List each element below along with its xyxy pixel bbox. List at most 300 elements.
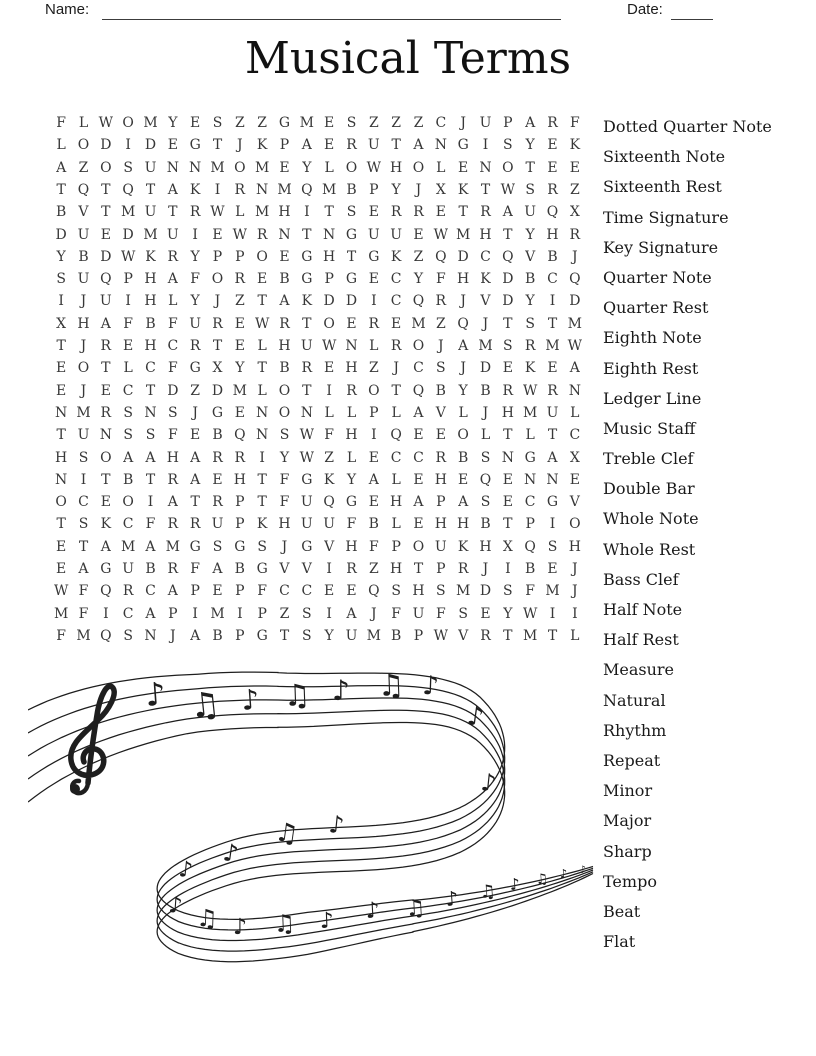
grid-letter: E	[234, 338, 245, 355]
grid-letter: U	[412, 605, 425, 622]
grid-letter: N	[166, 159, 179, 176]
grid-letter: W	[254, 315, 270, 332]
grid-letter: T	[324, 204, 334, 221]
grid-letter: L	[324, 159, 334, 176]
grid-letter: T	[257, 494, 267, 511]
grid-letter: A	[569, 360, 580, 377]
grid-letter: G	[211, 404, 224, 421]
grid-letter: S	[346, 115, 357, 132]
grid-letter: D	[122, 226, 134, 243]
grid-letter: U	[122, 560, 135, 577]
grid-letter: Z	[279, 605, 290, 622]
grid-letter: Q	[390, 427, 402, 444]
grid-letter: F	[279, 471, 290, 488]
grid-letter: C	[122, 605, 134, 622]
grid-letter: I	[482, 137, 489, 154]
grid-letter: Z	[391, 115, 402, 132]
grid-letter: G	[546, 494, 559, 511]
grid-letter: G	[301, 271, 313, 288]
grid-letter: K	[457, 182, 469, 198]
grid-letter: C	[78, 494, 89, 511]
grid-letter: Y	[302, 159, 312, 176]
grid-letter: Q	[546, 204, 559, 221]
word-list-item: Whole Rest	[603, 539, 696, 559]
grid-letter: A	[123, 449, 134, 466]
grid-letter: U	[546, 404, 559, 421]
grid-letter: E	[413, 427, 424, 444]
grid-letter: B	[145, 560, 156, 577]
grid-letter: E	[413, 471, 424, 488]
music-note-icon: ♫	[478, 880, 497, 903]
grid-letter: J	[438, 338, 444, 355]
grid-letter: M	[210, 605, 225, 622]
music-note-icon: ♪	[421, 671, 440, 702]
grid-letter: Q	[100, 583, 112, 600]
grid-letter: D	[100, 137, 112, 154]
grid-letter: T	[503, 427, 513, 444]
grid-letter: U	[166, 226, 179, 243]
grid-letter: N	[501, 449, 514, 466]
grid-letter: S	[503, 338, 513, 355]
grid-letter: Y	[56, 248, 66, 265]
grid-letter: J	[482, 404, 489, 421]
grid-letter: C	[435, 115, 447, 132]
grid-letter: V	[458, 627, 469, 644]
music-note-icon: ♪	[143, 674, 167, 714]
grid-letter: F	[56, 627, 67, 644]
grid-letter: T	[525, 159, 535, 176]
grid-letter: J	[460, 360, 466, 377]
word-list-item: Measure	[603, 660, 675, 680]
grid-letter: P	[168, 605, 178, 622]
grid-letter: R	[279, 315, 290, 332]
grid-letter: X	[569, 449, 580, 466]
grid-letter: A	[167, 182, 178, 198]
word-list-item: Quarter Rest	[603, 298, 709, 318]
grid-letter: I	[103, 605, 109, 622]
grid-letter: R	[547, 182, 558, 198]
grid-letter: Y	[346, 471, 357, 488]
music-note-icon: ♫	[187, 683, 223, 727]
grid-letter: H	[345, 538, 358, 555]
grid-letter: C	[167, 338, 179, 355]
grid-letter: N	[278, 226, 291, 243]
grid-letter: Q	[77, 182, 90, 198]
grid-letter: N	[479, 159, 492, 176]
grid-letter: A	[78, 560, 89, 577]
grid-letter: P	[235, 627, 245, 644]
grid-letter: J	[460, 293, 466, 310]
grid-letter: F	[391, 605, 402, 622]
grid-letter: R	[167, 471, 179, 488]
grid-letter: K	[145, 248, 156, 265]
music-note-icon: ♪	[177, 857, 194, 884]
grid-letter: N	[256, 404, 269, 421]
grid-letter: E	[368, 271, 379, 288]
grid-letter: E	[324, 360, 335, 377]
grid-letter: J	[572, 560, 578, 577]
music-note-icon: ♫	[273, 817, 301, 851]
grid-letter: R	[480, 204, 491, 221]
grid-letter: A	[368, 471, 379, 488]
music-note-icon: ♪	[444, 886, 460, 911]
grid-letter: N	[144, 404, 157, 421]
grid-letter: Q	[100, 627, 112, 644]
grid-letter: B	[123, 471, 134, 488]
grid-letter: V	[78, 204, 89, 221]
music-note-icon: ♫	[377, 668, 406, 704]
music-note-icon: ♪	[479, 768, 498, 798]
grid-letter: E	[458, 159, 469, 176]
grid-letter: E	[435, 204, 446, 221]
grid-letter: L	[78, 115, 89, 132]
grid-letter: G	[256, 627, 268, 644]
grid-letter: F	[525, 583, 536, 600]
grid-letter: Y	[525, 226, 535, 243]
grid-letter: C	[524, 494, 536, 511]
grid-letter: W	[210, 204, 225, 221]
grid-letter: Q	[100, 271, 112, 288]
grid-letter: I	[549, 293, 556, 310]
grid-letter: W	[366, 159, 382, 176]
grid-letter: A	[190, 471, 201, 488]
grid-letter: E	[502, 471, 513, 488]
grid-letter: E	[502, 494, 513, 511]
grid-letter: U	[524, 204, 537, 221]
music-note-icon: ♪	[233, 915, 248, 940]
grid-letter: C	[301, 583, 313, 600]
grid-letter: A	[413, 137, 424, 154]
grid-letter: S	[145, 427, 156, 444]
grid-letter: G	[100, 560, 112, 577]
music-note-icon: ♪	[167, 893, 184, 919]
grid-letter: B	[480, 382, 491, 399]
grid-letter: O	[368, 382, 380, 399]
grid-letter: Q	[368, 583, 380, 600]
grid-letter: N	[144, 627, 157, 644]
grid-letter: S	[503, 137, 513, 154]
grid-letter: H	[278, 516, 291, 533]
grid-letter: W	[53, 583, 69, 600]
grid-letter: I	[326, 382, 332, 399]
grid-letter: R	[100, 338, 112, 355]
grid-letter: C	[413, 449, 424, 466]
grid-letter: C	[390, 293, 402, 310]
grid-letter: E	[190, 427, 201, 444]
grid-letter: R	[301, 360, 313, 377]
grid-letter: G	[189, 137, 201, 154]
grid-letter: A	[190, 627, 201, 644]
grid-letter: U	[77, 226, 90, 243]
grid-letter: B	[145, 315, 156, 332]
word-list-item: Dotted Quarter Note	[603, 117, 772, 136]
grid-letter: E	[324, 583, 335, 600]
grid-letter: H	[434, 471, 447, 488]
grid-letter: L	[257, 382, 267, 399]
grid-letter: S	[212, 538, 223, 555]
grid-letter: T	[56, 516, 66, 533]
grid-letter: E	[569, 159, 580, 176]
grid-letter: F	[167, 427, 178, 444]
grid-letter: L	[369, 338, 379, 355]
grid-letter: C	[390, 271, 402, 288]
grid-letter: G	[345, 494, 358, 511]
grid-letter: R	[368, 315, 380, 332]
grid-letter: Q	[479, 471, 492, 488]
grid-letter: S	[257, 538, 267, 555]
grid-letter: S	[525, 182, 535, 198]
grid-letter: Q	[301, 182, 313, 198]
grid-letter: A	[167, 494, 178, 511]
grid-letter: M	[366, 627, 381, 644]
grid-letter: Z	[234, 293, 245, 310]
grid-letter: W	[120, 248, 136, 265]
grid-letter: Q	[122, 182, 134, 198]
grid-letter: I	[259, 449, 265, 466]
grid-letter: E	[480, 605, 491, 622]
grid-letter: B	[547, 248, 558, 265]
word-list-item: Treble Clef	[603, 449, 694, 469]
word-list-item: Minor	[603, 781, 653, 801]
grid-letter: A	[100, 538, 111, 555]
grid-letter: S	[168, 404, 178, 421]
grid-letter: E	[547, 137, 558, 154]
grid-letter: A	[458, 338, 469, 355]
grid-letter: I	[326, 560, 332, 577]
grid-letter: Z	[435, 315, 446, 332]
grid-letter: M	[254, 159, 270, 176]
grid-letter: Z	[413, 248, 424, 265]
grid-letter: P	[235, 248, 245, 265]
grid-letter: A	[145, 449, 156, 466]
grid-letter: L	[570, 404, 580, 421]
grid-letter: I	[505, 560, 511, 577]
grid-letter: L	[324, 404, 334, 421]
grid-letter: E	[279, 159, 290, 176]
grid-letter: F	[279, 494, 290, 511]
grid-letter: U	[144, 204, 157, 221]
grid-letter: S	[123, 404, 133, 421]
grid-letter: R	[256, 226, 268, 243]
grid-letter: J	[482, 315, 489, 332]
grid-letter: Z	[324, 449, 335, 466]
grid-letter: O	[412, 538, 425, 555]
grid-letter: L	[391, 516, 401, 533]
grid-letter: H	[457, 271, 470, 288]
grid-letter: I	[371, 293, 377, 310]
grid-letter: A	[145, 538, 156, 555]
grid-letter: M	[120, 538, 136, 555]
grid-letter: T	[547, 627, 558, 644]
word-list-item: Bass Clef	[603, 569, 679, 589]
grid-letter: T	[503, 226, 513, 243]
grid-letter: R	[234, 271, 246, 288]
grid-letter: E	[346, 583, 357, 600]
word-list-item: Tempo	[603, 871, 657, 891]
grid-letter: H	[390, 159, 403, 176]
grid-letter: T	[391, 137, 401, 154]
grid-letter: Z	[413, 115, 424, 132]
grid-letter: W	[433, 226, 449, 243]
grid-letter: Y	[190, 248, 200, 265]
grid-letter: T	[56, 182, 66, 198]
grid-letter: C	[413, 360, 424, 377]
grid-letter: H	[390, 560, 403, 577]
grid-letter: H	[479, 538, 492, 555]
grid-letter: E	[458, 471, 469, 488]
grid-letter: R	[502, 382, 514, 399]
grid-letter: T	[145, 382, 156, 399]
grid-letter: R	[189, 338, 201, 355]
grid-letter: S	[56, 271, 66, 288]
grid-letter: E	[100, 382, 111, 399]
grid-letter: B	[525, 271, 536, 288]
grid-letter: I	[125, 293, 131, 310]
grid-letter: F	[167, 360, 178, 377]
grid-letter: M	[210, 159, 225, 176]
grid-letter: M	[76, 627, 91, 644]
grid-letter: K	[524, 360, 536, 377]
grid-letter: O	[457, 427, 469, 444]
grid-letter: W	[321, 338, 337, 355]
grid-letter: A	[167, 271, 178, 288]
grid-letter: T	[56, 338, 66, 355]
word-list-item: Eighth Rest	[603, 358, 699, 378]
grid-letter: S	[123, 159, 133, 176]
grid-letter: N	[524, 471, 537, 488]
grid-letter: A	[301, 137, 312, 154]
grid-letter: X	[212, 360, 223, 377]
grid-letter: S	[346, 204, 357, 221]
grid-letter: F	[56, 115, 67, 132]
grid-letter: M	[522, 404, 538, 421]
grid-letter: U	[300, 338, 313, 355]
grid-letter: A	[167, 583, 178, 600]
grid-letter: J	[393, 360, 399, 377]
grid-letter: E	[56, 560, 67, 577]
grid-letter: H	[278, 204, 291, 221]
grid-letter: J	[80, 382, 87, 399]
grid-letter: N	[300, 404, 313, 421]
grid-letter: T	[190, 494, 200, 511]
date-blank-line	[671, 1, 713, 20]
grid-letter: O	[100, 159, 112, 176]
grid-letter: O	[569, 516, 581, 533]
grid-letter: S	[279, 427, 290, 444]
grid-letter: M	[165, 538, 180, 555]
music-note-icon: ♪	[465, 701, 486, 734]
grid-letter: S	[480, 449, 491, 466]
word-list-item: Key Signature	[603, 237, 719, 257]
grid-letter: I	[304, 204, 310, 221]
grid-letter: F	[324, 427, 335, 444]
grid-letter: Q	[502, 248, 514, 265]
grid-letter: M	[545, 583, 560, 600]
grid-letter: U	[77, 271, 90, 288]
grid-letter: S	[78, 516, 89, 533]
grid-letter: C	[480, 248, 491, 265]
grid-letter: W	[522, 382, 538, 399]
music-staff-decoration	[28, 658, 596, 968]
grid-letter: O	[77, 137, 90, 154]
grid-letter: A	[212, 560, 223, 577]
grid-letter: W	[232, 226, 248, 243]
grid-letter: X	[569, 204, 580, 221]
grid-letter: Z	[368, 115, 379, 132]
grid-letter: H	[345, 360, 358, 377]
grid-letter: D	[502, 271, 514, 288]
grid-letter: E	[346, 315, 357, 332]
grid-letter: W	[567, 338, 583, 355]
staff-line	[28, 683, 593, 930]
word-list-item: Rhythm	[603, 720, 667, 740]
grid-letter: M	[545, 338, 560, 355]
grid-letter: T	[145, 182, 156, 198]
grid-letter: Z	[569, 182, 580, 198]
music-note-icon: ♪	[332, 674, 350, 707]
grid-letter: M	[143, 115, 158, 132]
grid-letter: E	[123, 338, 134, 355]
grid-letter: I	[549, 516, 556, 533]
grid-letter: L	[257, 338, 267, 355]
grid-letter: R	[435, 449, 447, 466]
grid-letter: D	[144, 137, 157, 154]
grid-letter: Q	[569, 271, 581, 288]
grid-letter: Z	[257, 115, 268, 132]
grid-letter: B	[212, 627, 223, 644]
grid-letter: Q	[234, 427, 246, 444]
grid-letter: E	[167, 137, 178, 154]
grid-letter: H	[546, 226, 559, 243]
music-note-icon: ♫	[405, 895, 427, 922]
grid-letter: E	[368, 494, 379, 511]
grid-letter: I	[147, 494, 154, 511]
grid-letter: P	[235, 494, 245, 511]
grid-letter: M	[76, 404, 91, 421]
grid-letter: L	[56, 137, 66, 154]
grid-letter: E	[56, 360, 67, 377]
grid-letter: R	[435, 293, 447, 310]
grid-letter: H	[345, 427, 358, 444]
grid-letter: O	[412, 338, 425, 355]
grid-letter: E	[56, 538, 67, 555]
word-search-grid	[50, 112, 586, 647]
grid-letter: E	[56, 382, 67, 399]
music-note-icon: ♫	[273, 909, 296, 938]
grid-letter: L	[458, 404, 468, 421]
music-note-icon: ♪	[240, 682, 261, 717]
grid-letter: T	[503, 315, 513, 332]
grid-letter: J	[80, 293, 87, 310]
grid-letter: P	[436, 494, 446, 511]
grid-letter: C	[547, 271, 558, 288]
grid-letter: O	[278, 382, 291, 399]
grid-letter: M	[53, 605, 69, 622]
grid-letter: A	[100, 315, 111, 332]
grid-letter: R	[189, 516, 201, 533]
grid-letter: V	[569, 494, 580, 511]
grid-letter: O	[100, 449, 112, 466]
grid-letter: H	[434, 516, 447, 533]
grid-letter: R	[234, 449, 246, 466]
grid-letter: E	[212, 226, 223, 243]
grid-letter: F	[78, 605, 89, 622]
word-list-item: Sixteenth Rest	[603, 177, 722, 197]
grid-letter: E	[368, 449, 379, 466]
grid-letter: M	[455, 583, 471, 600]
grid-letter: Z	[368, 360, 379, 377]
grid-letter: E	[279, 248, 290, 265]
